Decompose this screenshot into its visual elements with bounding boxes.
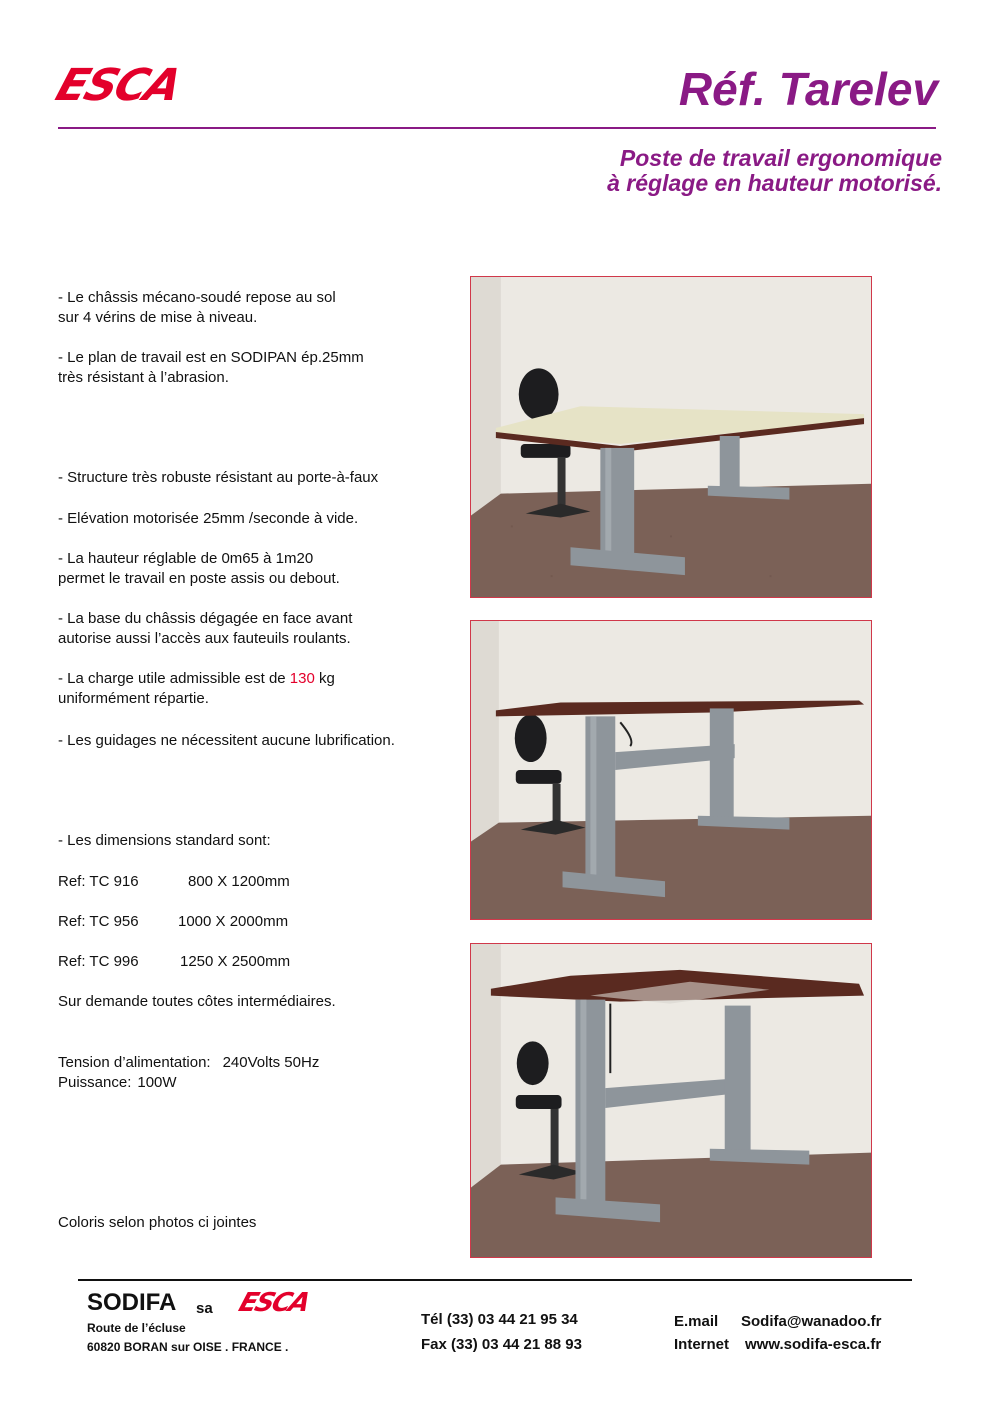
- desk-photo-low: [470, 276, 872, 598]
- feature-guides: [58, 731, 395, 751]
- feature-text: - La base du châssis dégagée en face avant: [58, 610, 353, 627]
- feature-height: [58, 549, 340, 589]
- feature-structure: [58, 468, 378, 488]
- dimension-size: 1250 X 2500mm: [180, 953, 291, 970]
- feature-text: - Le châssis mécano-soudé repose au sol: [58, 289, 336, 306]
- load-unit: kg: [314, 670, 335, 687]
- address-line-1: Route de l’écluse: [87, 1321, 186, 1335]
- feature-load: [58, 669, 335, 709]
- feature-worktop: [58, 348, 364, 388]
- dimension-ref: Ref: TC 956: [58, 913, 139, 930]
- email-label: E.mail: [674, 1313, 719, 1330]
- dimension-ref: Ref: TC 916: [58, 873, 139, 890]
- subtitle-line-1: Poste de travail ergonomique: [619, 145, 942, 171]
- feature-text: sur 4 vérins de mise à niveau.: [58, 309, 258, 326]
- dimension-size: 800 X 1200mm: [188, 873, 290, 890]
- feature-text: - Elévation motorisée 25mm /seconde à vide.: [58, 510, 359, 527]
- feature-text: très résistant à l’abrasion.: [58, 369, 229, 386]
- feature-chassis: [58, 288, 336, 328]
- feature-text: uniformément répartie.: [58, 690, 209, 707]
- feature-elevation: [58, 509, 358, 529]
- feature-text: - Les guidages ne nécessitent aucune lubrification.: [58, 732, 395, 749]
- load-text-pre: - La charge utile admissible est de: [58, 670, 290, 687]
- esca-logo-footer: ESCA: [235, 1288, 313, 1318]
- load-value: 130: [289, 670, 315, 687]
- feature-text: [58, 669, 335, 689]
- dimension-row: [58, 872, 290, 892]
- voltage-value: 240Volts 50Hz: [222, 1054, 320, 1071]
- dimension-ref: Ref: TC 996: [58, 953, 139, 970]
- feature-text: - Structure très robuste résistant au porte-à-faux: [58, 469, 379, 486]
- dimensions-intro: [58, 831, 271, 851]
- power-specs: [58, 1053, 319, 1093]
- dimension-row: [58, 952, 290, 972]
- page-title: Réf. Tarelev: [678, 63, 938, 115]
- feature-base: [58, 609, 352, 649]
- colors-note: [58, 1213, 256, 1233]
- dimensions-note: [58, 992, 336, 1012]
- internet-label: Internet: [674, 1336, 730, 1353]
- feature-text: autorise aussi l’accès aux fauteuils roulants.: [58, 630, 351, 647]
- header-divider: [58, 127, 936, 129]
- colors-note-text: Coloris selon photos ci jointes: [58, 1214, 257, 1231]
- email-link[interactable]: Sodifa@wanadoo.fr: [741, 1313, 882, 1330]
- desk-photo-mid: [470, 620, 872, 920]
- fax-number: Fax (33) 03 44 21 88 93: [421, 1336, 582, 1353]
- company-suffix: sa: [196, 1300, 213, 1317]
- desk-image-low: [471, 277, 871, 597]
- phone-number: Tél (33) 03 44 21 95 34: [421, 1311, 578, 1328]
- desk-image-high: [471, 944, 871, 1257]
- voltage-label: Tension d’alimentation:: [58, 1054, 211, 1071]
- desk-photo-high: [470, 943, 872, 1258]
- address-line-2: 60820 BORAN sur OISE . FRANCE .: [87, 1340, 289, 1354]
- feature-text: permet le travail en poste assis ou debout.: [58, 570, 340, 587]
- power-label: Puissance:: [58, 1074, 132, 1091]
- page-subtitle: [422, 146, 942, 196]
- company-name: SODIFA: [87, 1289, 177, 1316]
- website-link[interactable]: www.sodifa-esca.fr: [745, 1336, 882, 1353]
- esca-logo: ESCA: [49, 60, 187, 111]
- footer-divider: [78, 1279, 912, 1281]
- dimension-size: 1000 X 2000mm: [178, 913, 289, 930]
- dimension-row: [58, 912, 288, 932]
- feature-text: - La hauteur réglable de 0m65 à 1m20: [58, 550, 314, 567]
- desk-image-mid: [471, 621, 871, 919]
- dimensions-intro-text: - Les dimensions standard sont:: [58, 832, 271, 849]
- subtitle-line-2: à réglage en hauteur motorisé.: [607, 170, 942, 196]
- power-value: 100W: [137, 1074, 177, 1091]
- dimensions-note-text: Sur demande toutes côtes intermédiaires.: [58, 993, 336, 1010]
- feature-text: - Le plan de travail est en SODIPAN ép.25mm: [58, 349, 364, 366]
